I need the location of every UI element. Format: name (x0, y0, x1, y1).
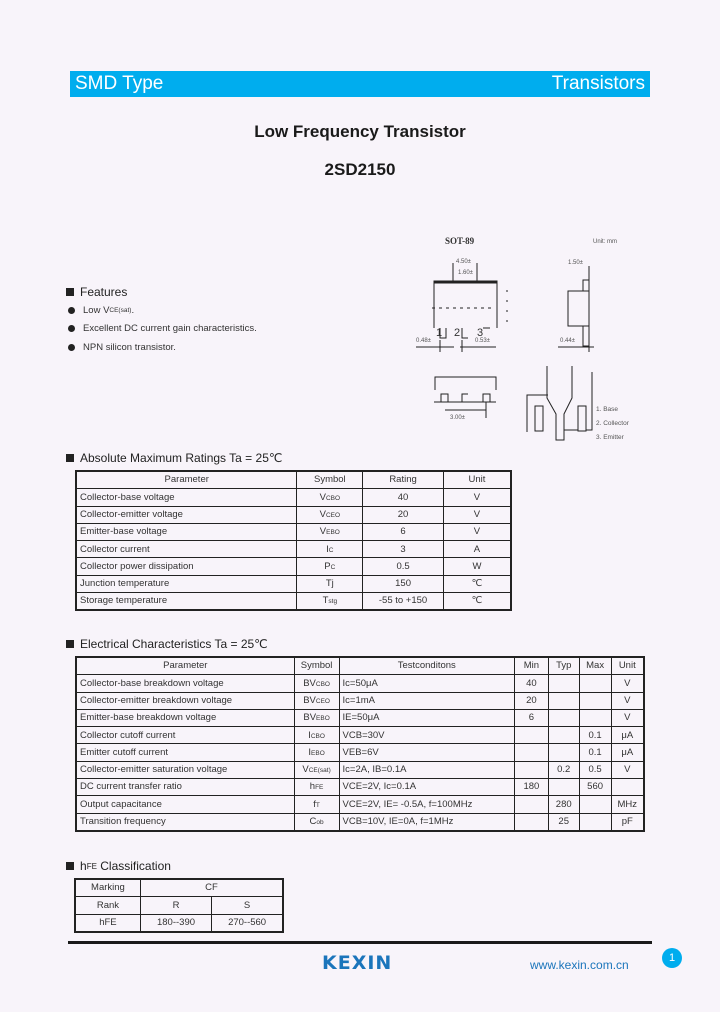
table-header-row (76, 657, 644, 675)
bullet-icon (68, 307, 75, 314)
typ-cell (548, 675, 579, 692)
max-cell: 560 (579, 779, 611, 796)
param-cell: Transition frequency (76, 813, 294, 831)
condition-cell: Ic=1mA (339, 692, 514, 709)
param-cell: Collector-emitter voltage (76, 506, 297, 523)
min-cell: 40 (514, 675, 548, 692)
part-number: 2SD2150 (324, 160, 396, 179)
param-cell: Emitter-base breakdown voltage (76, 709, 294, 726)
param-cell: Collector-base voltage (76, 489, 297, 506)
column-header: Parameter (76, 471, 297, 489)
param-cell: DC current transfer ratio (76, 779, 294, 796)
electrical-table (75, 656, 645, 832)
max-cell: 0.1 (579, 744, 611, 761)
dim-tab-width: 1.60± (458, 270, 473, 276)
marking-value: CF (140, 879, 283, 897)
param-cell: Collector power dissipation (76, 558, 297, 575)
symbol-cell: fT (294, 796, 339, 813)
min-cell (514, 744, 548, 761)
table-row (76, 779, 644, 796)
symbol-cell: ICBO (294, 727, 339, 744)
dim-pin-pitch: 0.53± (475, 338, 490, 344)
rating-cell: 40 (363, 489, 444, 506)
symbol-cell: Tstg (297, 593, 363, 611)
table-row (76, 593, 511, 611)
typ-cell: 25 (548, 813, 579, 831)
pin-number: 1 (436, 327, 443, 339)
rank-cell: R (140, 897, 211, 914)
hfe-heading-tail: Classification (96, 859, 171, 873)
param-cell: Collector-emitter saturation voltage (76, 761, 294, 778)
unit-cell: MHz (611, 796, 644, 813)
rating-cell: 6 (363, 523, 444, 540)
column-header: Testconditons (339, 657, 514, 675)
table-header-row (76, 471, 511, 489)
symbol-cell: Cob (294, 813, 339, 831)
table-row (76, 558, 511, 575)
min-cell (514, 813, 548, 831)
header-type-label: SMD Type (75, 73, 164, 94)
section-bullet-icon (66, 640, 74, 648)
hfe-label: hFE (75, 914, 140, 932)
table-row (76, 709, 644, 726)
package-name: SOT-89 (445, 236, 475, 246)
typ-cell: 280 (548, 796, 579, 813)
condition-cell: Ic=2A, IB=0.1A (339, 761, 514, 778)
symbol-cell: VCE(sat) (294, 761, 339, 778)
symbol-cell: BVCBO (294, 675, 339, 692)
max-cell (579, 709, 611, 726)
dim-bottom-width: 3.00± (450, 415, 465, 421)
typ-cell (548, 709, 579, 726)
unit-cell: pF (611, 813, 644, 831)
unit-cell: V (443, 489, 511, 506)
table-row (76, 744, 644, 761)
typ-cell (548, 779, 579, 796)
feature-tail: . (131, 305, 135, 316)
header-category-label: Transistors (551, 73, 645, 94)
column-header: Symbol (297, 471, 363, 489)
max-cell (579, 796, 611, 813)
hfe-heading-sub: FE (86, 861, 97, 871)
min-cell (514, 761, 548, 778)
package-diagram (400, 230, 660, 450)
condition-cell: VCB=30V (339, 727, 514, 744)
pin-legend-item: 1. Base (596, 406, 619, 413)
column-header: Parameter (76, 657, 294, 675)
table-row (76, 541, 511, 558)
table-row (75, 897, 283, 914)
max-cell (579, 692, 611, 709)
table-row (75, 914, 283, 932)
dim-top-width: 4.50± (456, 259, 471, 265)
rating-cell: 3 (363, 541, 444, 558)
hfe-table (74, 878, 284, 933)
min-cell (514, 796, 548, 813)
rating-cell: -55 to +150 (363, 593, 444, 611)
typ-cell (548, 727, 579, 744)
unit-label: Unit: mm (593, 239, 617, 245)
unit-cell: V (611, 709, 644, 726)
website-link[interactable]: www.kexin.com.cn (530, 958, 629, 972)
table-row (76, 575, 511, 592)
param-cell: Collector current (76, 541, 297, 558)
unit-cell: A (443, 541, 511, 558)
column-header: Unit (611, 657, 644, 675)
symbol-cell: BVCEO (294, 692, 339, 709)
symbol-cell: Tj (297, 575, 363, 592)
symbol-cell: VEBO (297, 523, 363, 540)
feature-text: Low V (83, 305, 110, 316)
param-cell: Junction temperature (76, 575, 297, 592)
hfe-heading (66, 859, 171, 873)
dim-side-bottom: 0.44± (560, 338, 575, 344)
column-header: Typ (548, 657, 579, 675)
dim-pin-width: 0.48± (416, 338, 431, 344)
symbol-cell: hFE (294, 779, 339, 796)
column-header: Min (514, 657, 548, 675)
typ-cell: 0.2 (548, 761, 579, 778)
symbol-cell: VCEO (297, 506, 363, 523)
condition-cell: Ic=50μA (339, 675, 514, 692)
min-cell: 180 (514, 779, 548, 796)
table-row (76, 675, 644, 692)
page-number-badge: 1 (662, 948, 682, 968)
table-row (75, 879, 283, 897)
column-header: Unit (443, 471, 511, 489)
max-cell (579, 675, 611, 692)
feature-subscript: CE(sat) (109, 307, 132, 314)
table-row (76, 727, 644, 744)
feature-item (68, 323, 257, 334)
condition-cell: VEB=6V (339, 744, 514, 761)
rating-cell: 20 (363, 506, 444, 523)
column-header: Rating (363, 471, 444, 489)
unit-cell (611, 779, 644, 796)
column-header: Max (579, 657, 611, 675)
table-row (76, 813, 644, 831)
features-heading (66, 285, 127, 299)
dim-side-thickness: 1.50± (568, 260, 583, 266)
pin-number: 2 (454, 327, 461, 339)
unit-cell: V (443, 506, 511, 523)
max-cell: 0.5 (579, 761, 611, 778)
rating-cell: 0.5 (363, 558, 444, 575)
symbol-cell: IEBO (294, 744, 339, 761)
min-cell (514, 727, 548, 744)
section-bullet-icon (66, 862, 74, 870)
feature-text: Excellent DC current gain characteristics. (83, 323, 257, 334)
unit-cell: V (443, 523, 511, 540)
hfe-heading-main: h (80, 859, 87, 873)
elec-heading (66, 637, 268, 651)
rank-cell: S (212, 897, 283, 914)
hfe-range-cell: 180--390 (140, 914, 211, 932)
document-title: Low Frequency Transistor (254, 122, 466, 141)
param-cell: Collector-emitter breakdown voltage (76, 692, 294, 709)
symbol-cell: VCBO (297, 489, 363, 506)
table-row (76, 523, 511, 540)
rank-label: Rank (75, 897, 140, 914)
feature-text: NPN silicon transistor. (83, 342, 176, 353)
table-row (76, 692, 644, 709)
section-bullet-icon (66, 288, 74, 296)
pin-legend-item: 2. Collector (596, 420, 629, 427)
table-row (76, 796, 644, 813)
unit-cell: V (611, 761, 644, 778)
features-heading-text: Features (80, 285, 128, 299)
hfe-range-cell: 270--560 (212, 914, 283, 932)
table-row (76, 489, 511, 506)
min-cell: 20 (514, 692, 548, 709)
feature-item (68, 305, 134, 316)
rating-cell: 150 (363, 575, 444, 592)
bullet-icon (68, 344, 75, 351)
param-cell: Collector cutoff current (76, 727, 294, 744)
symbol-cell: IC (297, 541, 363, 558)
typ-cell (548, 692, 579, 709)
marking-label: Marking (75, 879, 140, 897)
unit-cell: V (611, 675, 644, 692)
min-cell: 6 (514, 709, 548, 726)
abs-max-table (75, 470, 512, 611)
pin-legend-item: 3. Emitter (596, 434, 624, 441)
elec-heading-text: Electrical Characteristics Ta = 25℃ (80, 637, 268, 651)
condition-cell: VCB=10V, IE=0A, f=1MHz (339, 813, 514, 831)
unit-cell: W (443, 558, 511, 575)
header-bar (70, 71, 650, 97)
unit-cell: V (611, 692, 644, 709)
column-header: Symbol (294, 657, 339, 675)
param-cell: Output capacitance (76, 796, 294, 813)
feature-item (68, 342, 176, 353)
unit-cell: μA (611, 727, 644, 744)
unit-cell: ℃ (443, 575, 511, 592)
unit-cell: μA (611, 744, 644, 761)
condition-cell: VCE=2V, IE= -0.5A, f=100MHz (339, 796, 514, 813)
table-row (76, 506, 511, 523)
condition-cell: VCE=2V, Ic=0.1A (339, 779, 514, 796)
kexin-logo: KEXIN (322, 952, 393, 974)
param-cell: Emitter cutoff current (76, 744, 294, 761)
abs-max-heading-text: Absolute Maximum Ratings Ta = 25℃ (80, 451, 283, 465)
abs-max-heading (66, 451, 282, 465)
footer-divider (68, 941, 652, 944)
unit-cell: ℃ (443, 593, 511, 611)
bullet-icon (68, 325, 75, 332)
table-row (76, 761, 644, 778)
max-cell: 0.1 (579, 727, 611, 744)
condition-cell: IE=50μA (339, 709, 514, 726)
symbol-cell: PC (297, 558, 363, 575)
param-cell: Storage temperature (76, 593, 297, 611)
symbol-cell: BVEBO (294, 709, 339, 726)
package-outline-icon (400, 230, 660, 450)
param-cell: Collector-base breakdown voltage (76, 675, 294, 692)
param-cell: Emitter-base voltage (76, 523, 297, 540)
pin-number: 3 (477, 327, 484, 339)
section-bullet-icon (66, 454, 74, 462)
typ-cell (548, 744, 579, 761)
max-cell (579, 813, 611, 831)
